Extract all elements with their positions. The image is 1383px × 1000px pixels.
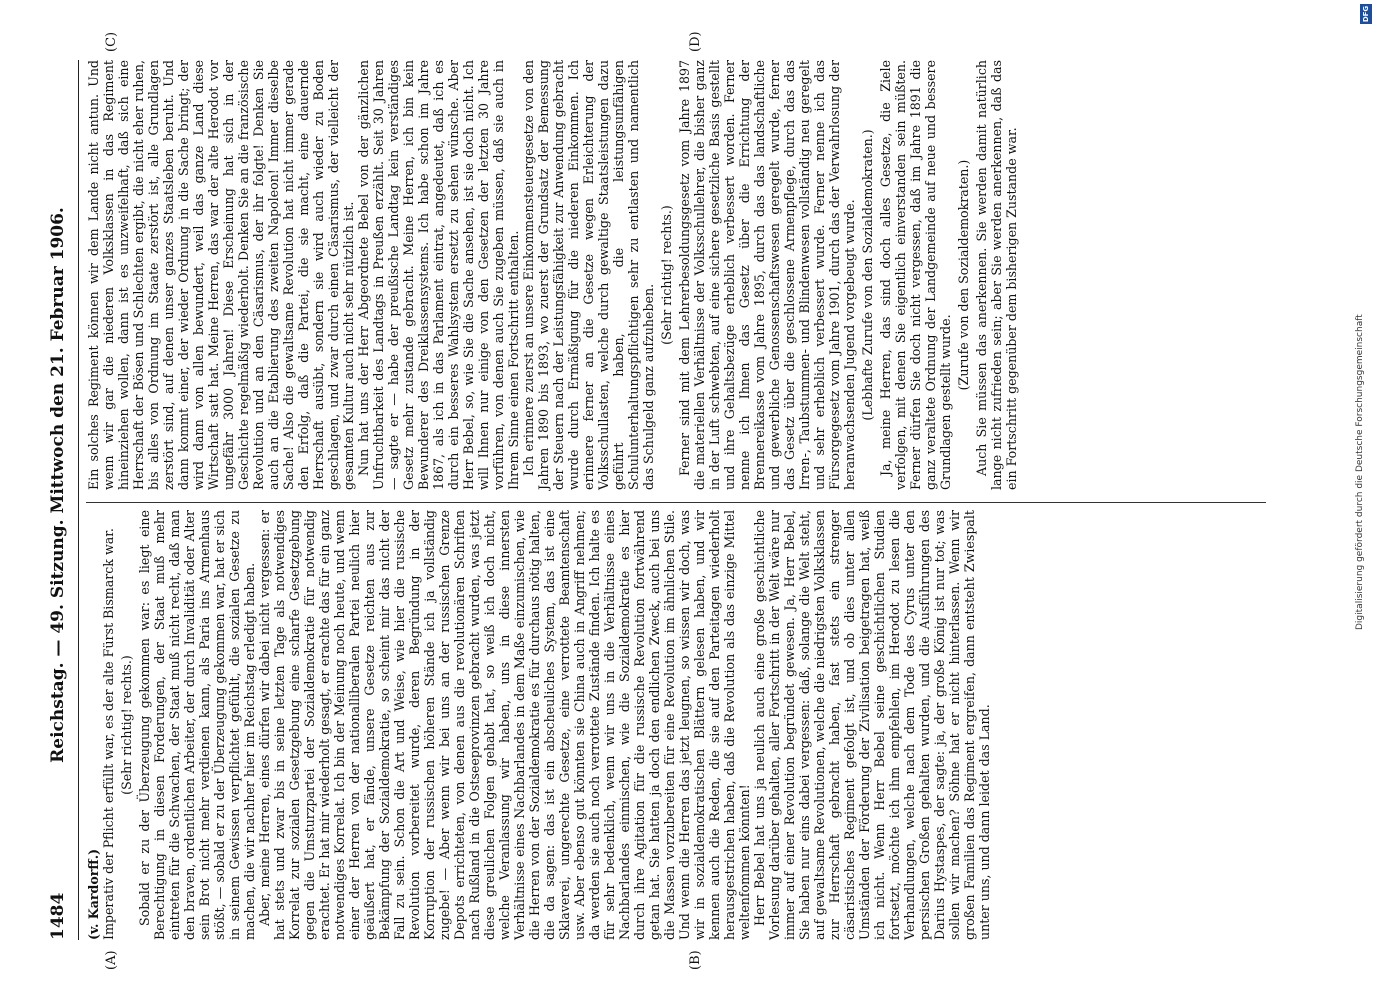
- right-paragraph: Ein solches Regiment können wir dem Lande nicht antun. Und wenn wir gar die niederen Volksklassen in das Regiment hineinziehen wollen, dann ist es unzweifelhaft, daß sich eine Herrschaft der Bösen und Schlechten ergibt, die nicht eher ruhen, bis alles von Ordnung im Staate zerstört ist, alle Grundlagen zerstört sind, auf denen unser ganzes Staatsleben beruht. Und dann kommt einer, der wieder Ordnung in die Sache bringt; der wird dann von allen bewundert, weil das ganze Land diese Wirtschaft satt hat. Meine Herren, das war der alte Herodot vor ungefähr 3000 Jahren! Diese Erscheinung hat sich in der Geschichte regelmäßig wiederholt. Denken Sie an die französische Revolution und an den Cäsarismus, der ihr folgte! Denken Sie auch an die Etablierung des zweiten Napoleon! Immer dieselbe Sache! Also die gewaltsame Revolution hat nicht immer gerade den Erfolg, daß die Partei, die sie macht, eine dauernde Herrschaft ausübt, sondern sie wird auch wieder zu Boden geschlagen, und zwar durch einen Cäsarismus, der vielleicht der gesamten Kultur auch nicht sehr nützlich ist.: [86, 60, 356, 490]
- right-paragraph: Ja, meine Herren, das sind doch alles Gesetze, die Ziele verfolgen, mit denen Sie eigentlich einverstanden sein müßten. Ferner dürfen Sie doch nicht vergessen, daß im Jahre 1891 die ganz veraltete Ordnung der Landgemeinde auf neue und bessere Grundlagen gestellt wurde.: [878, 60, 953, 490]
- column-divider: [86, 502, 1266, 503]
- dfg-logo: DFG: [1362, 5, 1370, 23]
- header-rule: [78, 60, 79, 940]
- left-paragraph: Sobald er zu der Überzeugung gekommen war: es liegt eine Berechtigung in diesen Forderungen, der Staat muß mehr eintreten für die Schwachen, der Staat muß nicht recht, daß man den braven, ordentlichen Arbeiter, der durch Invalidität oder Alter sein Brot nicht mehr verdienen kann, als Paria ins Armenhaus stößt, — sobald er zu der Überzeugung gekommen war, hat er sich in seinem Gewissen verpflichtet gefühlt, die sozialen Gesetze zu machen, die wir nachher hier im Reichstag erledigt haben.: [137, 510, 257, 940]
- speaker-label: (v. Kardorff.): [86, 848, 101, 940]
- margin-mark-a: (A): [104, 950, 119, 970]
- interjection: (Lebhafte Zurufe von den Sozialdemokraten.): [860, 129, 875, 421]
- page-header: [48, 60, 78, 940]
- interjection: (Sehr richtig! rechts.): [119, 655, 134, 795]
- right-paragraph: Auch Sie müssen das anerkennen. Sie werden damit natürlich lange nicht zufrieden sein; aber Sie werden anerkennen, daß das ein Fortschritt gegenüber dem bisherigen Zustande war.: [974, 60, 1019, 490]
- right-paragraph: Nun hat uns der Herr Abgeordnete Bebel von der gänzlichen Unfruchtbarkeit des Landtags in Preußen erzählt. Seit 30 Jahren — sagte er — habe der preußische Landtag kein verständiges Gesetz mehr zustande gebracht. Meine Herren, ich bin kein Bewunderer des Dreiklassensystems. Ich habe schon im Jahre 1867, als ich in das Parlament eintrat, angedeutet, daß ich es durch ein besseres Wahlsystem ersetzt zu sehen wünsche. Aber Herr Bebel, so, wie Sie die Sache ansehen, ist sie doch nicht. Ich will Ihnen nur einige von den Gesetzen der letzten 30 Jahre vorführen, von denen auch Sie zugeben müssen, daß sie auch in Ihrem Sinne einen Fortschritt enthalten.: [356, 60, 521, 490]
- page-number: 1484: [48, 892, 68, 940]
- margin-mark-d: (D): [688, 31, 703, 52]
- left-column: [86, 510, 992, 940]
- right-column: [86, 60, 1019, 490]
- left-paragraph: Herr Bebel hat uns ja neulich auch eine große geschichtliche Vorlesung darüber gehalten, aller Fortschritt in der Welt wäre nur immer auf einer Revolution begründet gewesen. Ja, Herr Bebel, Sie haben nur eins dabei vergessen: daß, solange die Welt steht, auf gewaltsame Revolutionen, welche die niedrigsten Volksklassen zur Herrschaft gebracht haben, fast stets ein strenger cäsaristisches Regiment gefolgt ist, und ob dies unter allen Umständen der Förderung der Zivilisation beigetragen hat, weiß ich nicht. Wenn Herr Bebel seine geschichtlichen Studien fortsetzt, möchte ich ihm empfehlen, im Herodot zu lesen die Verhandlungen, welche nach dem Tode des Cyrus unter den persischen Großen gehalten wurden, und die Ausführungen des Darius Hystaspes, der sagte: ja, der große König ist nur tot; was sollen wir machen? Söhne hat er nicht hinterlassen. Wenn wir großen Familien das Regiment ergreifen, dann entsteht Zwiespalt unter uns, und dann leidet das Land.: [752, 510, 992, 940]
- left-paragraph: Imperativ der Pflicht erfüllt war, es der alte Fürst Bismarck war.: [101, 528, 116, 940]
- right-paragraph: Ferner sind mit dem Lehrerbesoldungsgesetz vom Jahre 1897 die materiellen Verhältnisse der Volksschullehrer, die bisher ganz in der Luft schwebten, auf eine sichere gesetzliche Basis gestellt und ihre Gehaltsbezüge erheblich verbessert worden. Ferner nenne ich Ihnen das Gesetz über die Errichtung der Brennereikasse vom Jahre 1895, durch das das landschaftliche und gewerbliche Genossenschaftswesen geregelt wurde, ferner das Gesetz über die geschlossene Armenpflege, durch das das Irren-, Taubstummen- und Blindenwesen vollständig neu geregelt und sehr erheblich verbessert wurde. Ferner nenne ich das Fürsorgegesetz vom Jahre 1901, durch das der Verwahrlosung der heranwachsenden Jugend vorgebeugt wurde.: [677, 60, 857, 490]
- right-paragraph: Ich erinnere zuerst an unsere Einkommensteuergesetze von den Jahren 1890 bis 1893, wo zuerst der Grundsatz der Bemessung der Steuern nach der Leistungsfähigkeit zur Anwendung gebracht wurde durch Ermäßigung für die niederen Einkommen. Ich erinnere ferner an die Gesetze wegen Erleichterung der Volksschullasten, welche durch gewaltige Staatsleistungen dazu geführt haben, die leistungsunfähigen Schulunterhaltungspflichtigen sehr zu entlasten und namentlich das Schulgeld ganz aufzuheben.: [521, 60, 656, 490]
- margin-mark-b: (B): [688, 950, 703, 970]
- interjection: (Zurufe von den Sozialdemokraten.): [956, 159, 971, 391]
- left-paragraph: Aber, meine Herren, eines dürfen wir dabei nicht vergessen: er hat stets und zwar bis in seine letzten Tage als notwendiges Korrelat zur sozialen Gesetzgebung eine scharfe Gesetzgebung gegen die Umsturzpartei der Sozialdemokratie für notwendig erachtet. Er hat mir wiederholt gesagt, er erachte das für ein ganz notwendiges Korrelat. Ich bin der Meinung noch heute, und wenn einer der Herren von der nationalliberalen Partei neulich hier geäußert hat, er fände, unsere Gesetze reichten aus zur Bekämpfung der Sozialdemokratie, so scheint mir das nicht der Fall zu sein. Schon die Art und Weise, wie hier die russische Revolution vorbereitet wurde, deren Begründung in der Korruption der russischen höheren Stände ich ja vollständig zugebe! — Aber wenn wir bei uns an der russischen Grenze Depots errichteten, von denen aus die revolutionären Schriften nach Rußland in die Ostseeprovinzen gebracht wurden, was jetzt diese greulichen Folgen gehabt hat, so weiß ich doch nicht, welche Veranlassung wir haben, uns in diese innersten Verhältnisse eines Nachbarlandes in dem Maße einzumischen, wie die Herren von der Sozialdemokratie es für durchaus nötig halten, die da sagen: das ist ein abscheuliches System, das ist eine Sklaverei, ungerechte Gesetze, eine verrottete Beamtenschaft usw. Aber ebenso gut könnten sie China auch in Angriff nehmen; da werden sie auch noch verrottete Zustände finden. Ich halte es für sehr bedenklich, wenn wir uns in die Verhältnisse eines Nachbarlandes einmischen, wie die Sozialdemokratie es hier durch ihre Agitation für die russische Revolution fortwährend getan hat. Sie hatten ja doch den endlichen Zweck, auch bei uns die Massen vorzubereiten für eine Revolution im ähnlichen Stile. Und wenn die Herren das jetzt leugnen, so wissen wir doch, was wir in sozialdemokratischen Blättern gelesen haben, und wir kennen auch die Reden, die sie auf den Parteitagen wiederholt herausgestrichen haben, daß die Revolution als das einzige Mittel weltenfommen könnten!: [257, 510, 752, 940]
- interjection: (Sehr richtig! rechts.): [659, 205, 674, 345]
- margin-mark-c: (C): [104, 31, 119, 52]
- digitization-note: Digitalisierung gefördert durch die Deutsche Forschungsgemeinschaft: [1355, 314, 1365, 630]
- page-title: Reichstag. — 49. Sitzung. Mittwoch den 21. Februar 1906.: [48, 207, 68, 763]
